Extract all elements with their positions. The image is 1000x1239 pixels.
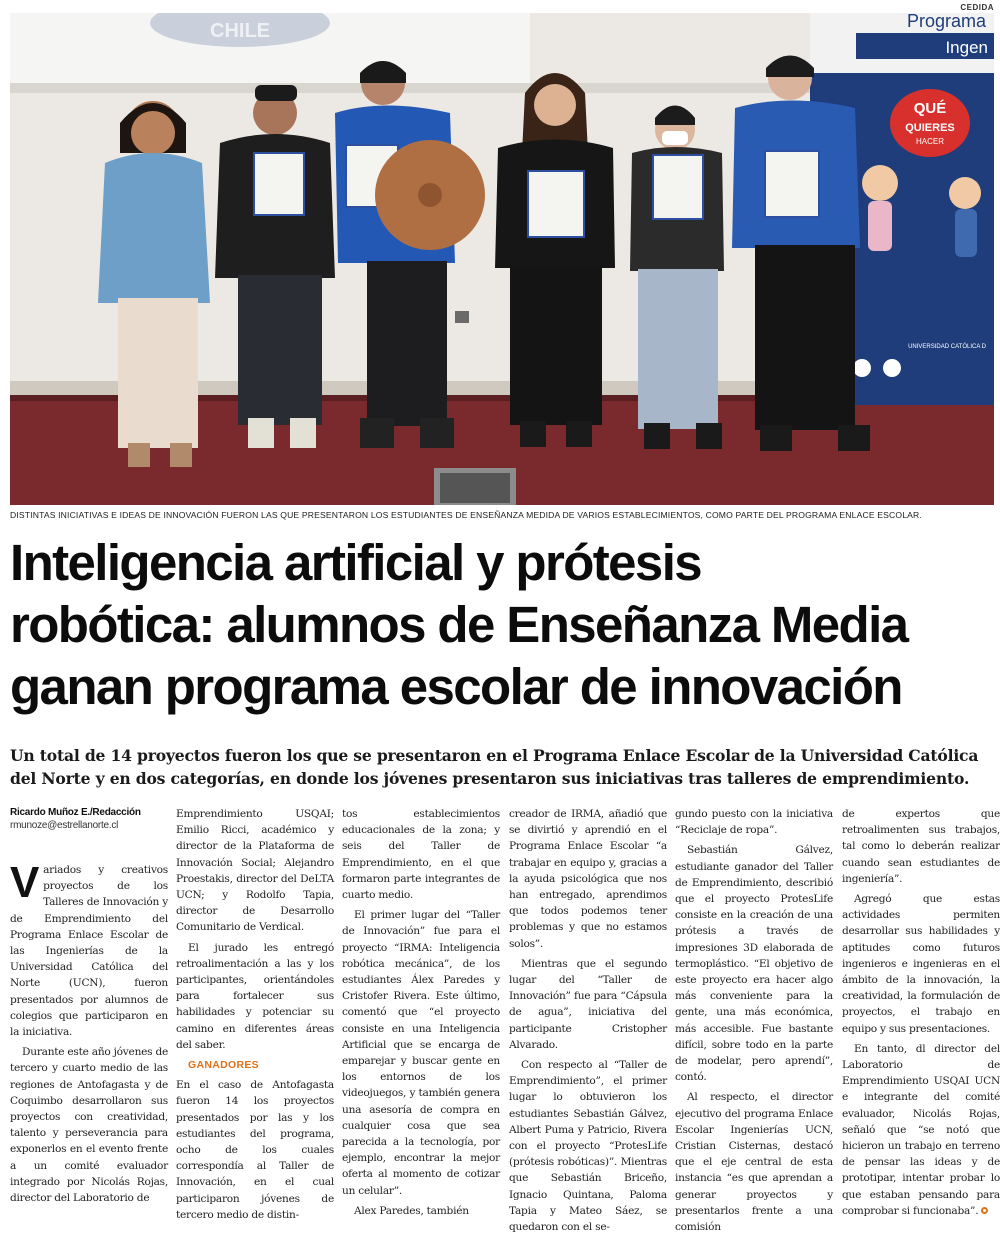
body-paragraph: Alex Paredes, también [354,1204,469,1217]
body-paragraph: En el caso de Antofagasta fueron 14 los proyectos presentados por las y los estudiantes del programa, ocho de los cuales correspondía al Taller de Innovación, en el cual participaron jóvenes de tercero medio de distin- [176,1079,334,1221]
body-paragraph: gundo puesto con la iniciativa “Reciclaje de ropa”. [675,808,833,837]
section-subhead: GANADORES [188,1059,259,1072]
column-5 [675,806,833,1239]
body-paragraph: El primer lugar del “Taller de Innovación” fue para el proyecto “IRMA: Inteligencia robótica mecánica”, de los estudiantes Álex Paredes y Cristofer Rivera. Este último, comentó que “el proyecto consiste en una Inteligencia Artificial que se encarga de emparejar y buscar gente en los entornos de los videojuegos, y también genera una asesoría de compra en cualquier cosa que sea parecida a la tecnología, por ejemplo, encontrar la mejor oferta al momento de cotizar un celular”. [342,909,500,1197]
article-body [10,806,1000,1234]
photo-caption: DISTINTAS INICIATIVAS E IDEAS DE INNOVACIÓN FUERON LAS QUE PRESENTARON LOS ESTUDIANTES DE ENSEÑANZA MEDIDA DE VARIOS ESTABLECIMIENTOS, COMO PARTE DEL PROGRAMA ENLACE ESCOLAR. [10,510,922,520]
banner-right-text-1: Programa [906,13,986,31]
body-paragraph: Con respecto al “Taller de Emprendimiento”, el primer lugar lo obtuvieron los estudiantes Sebastián Gálvez, Albert Puma y Patricio, Rivera con el proyecto “ProtesLife (prótesis robóticas)”. Mientras que Sebastián Briceño, Ignacio Quintana, Paloma Tapia y Mateo Sáez, se quedaron con el se- [509,1059,667,1234]
banner-footer-text: UNIVERSIDAD CATÓLICA D [908,344,986,350]
body-paragraph: El jurado les entregó retroalimentación a las y los participantes, orientándoles para fortalecer sus habilidades y potenciar su camino en diferentes áreas del saber. [176,941,334,1051]
body-paragraph: Al respecto, el director ejecutivo del programa Enlace Escolar Ingenierías UCN, Cristian Cisternas, destacó que el eje central de esta instancia “es que aprendan a generar proyectos y presentarlos frente a una comisión [675,1091,833,1234]
column-6 [842,806,1000,1223]
body-paragraph: creador de IRMA, añadió que se divirtió y aprendió en el Programa Enlace Escolar “a trabajar en equipo y, gracias a la ayuda psicológica que nos han entregado, aprendimos que todos podemos tener problemas y que no estamos solos”. [509,808,667,950]
body-paragraph: Sebastián Gálvez, estudiante ganador del Taller de Emprendimiento, describió que el proyecto ProtesLife consiste en la creación de una prótesis a través de impresiones 3D elaborada de termoplástico. “El objetivo de este proyecto era hacer algo más conveniente para la gente, una más económica, más accesible. Fue bastante difícil, sobre todo en la parte de modelar, pero aprendí”, contó. [675,844,833,1084]
article-deck: Un total de 14 proyectos fueron los que se presentaron en el Programa Enlace Escolar de la Universidad Católica del Norte y en dos categorías, en donde los jóvenes presentaron sus iniciativas tras talleres de emprendimiento. [10,746,979,788]
body-paragraph: En tanto, dl director del Laboratorio de Emprendimiento USQAI UCN e integrante del comité evaluador, Nicolás Rojas, señaló que “se notó que hicieron un trabajo en terreno de pensar las ideas y de prototipar, intentar probar lo que estaban pensando para comprobar si funcionaba”. [842,1042,1000,1217]
column-2 [176,806,334,1227]
body-paragraph: tos establecimientos educacionales de la zona; y seis del Taller de Emprendimiento, en el que formaron parte integrantes de cuarto medio. [342,808,500,902]
headline-line-3: ganan programa escolar de innovación [10,658,902,715]
article-photo [10,13,994,505]
headline [10,532,994,718]
column-3 [342,806,500,1223]
author-email[interactable]: rmunoze@estrellanorte.cl [10,820,119,831]
body-paragraph: Agregó que estas actividades permiten desarrollar sus habilidades y aptitudes como futuros ingenieros e ingenieras en el ámbito de la innovación, la creatividad, la formulación de proyectos, el trabajo en equipo y sus presentaciones. [842,893,1000,1035]
column-1 [10,806,168,1210]
bubble-text-2: QUIERES [905,122,955,134]
photo-credit: CEDIDA [960,3,994,12]
body-paragraph: de expertos que retroalimenten sus trabajos, tal como lo deberán realizar cuando sean estudiantes de ingeniería”. [842,808,1000,885]
banner-right-text-2: Ingen [945,38,988,57]
body-paragraph: Mientras que el segundo lugar del “Taller de Innovación” fue para “Cápsula de agua”, iniciativa del participante Cristopher Alvarado. [509,957,667,1051]
headline-line-2: robótica: alumnos de Enseñanza Media [10,596,908,653]
byline [10,806,168,832]
banner-top-text: CHILE [210,20,270,42]
end-mark-icon [981,1207,988,1214]
column-4 [509,806,667,1239]
drop-cap: V [10,858,40,907]
bubble-text-3: HACER [915,137,945,146]
bubble-text-1: QUÉ [913,100,947,117]
body-paragraph: Emprendimiento USQAI; Emilio Ricci, académico y director de la Plataforma de Innovación Social; Alejandro Proestakis, director del DeLTA UCN; y Rodolfo Tapia, director de Desarrollo Comunitario de Verdical. [176,808,334,934]
body-paragraph: Variados y creativos proyectos de los Talleres de Innovación y de Emprendimiento del Programa Enlace Escolar de las Ingenierías de la Universidad Católica del Norte (UCN), fueron presentados por alumnos de colegios que participaron en la iniciativa. [10,858,168,1039]
author-name: Ricardo Muñoz E./Redacción [10,807,141,818]
headline-line-1: Inteligencia artificial y prótesis [10,534,702,591]
body-paragraph: Durante este año jóvenes de tercero y cuarto medio de las regiones de Antofagasta y de Coquimbo desarrollaron sus proyectos con creatividad, talento y perseverancia para exponerlos en el evento frente a un comité evaluador integrado por Nicolás Rojas, director del Laboratorio de [10,1046,169,1205]
